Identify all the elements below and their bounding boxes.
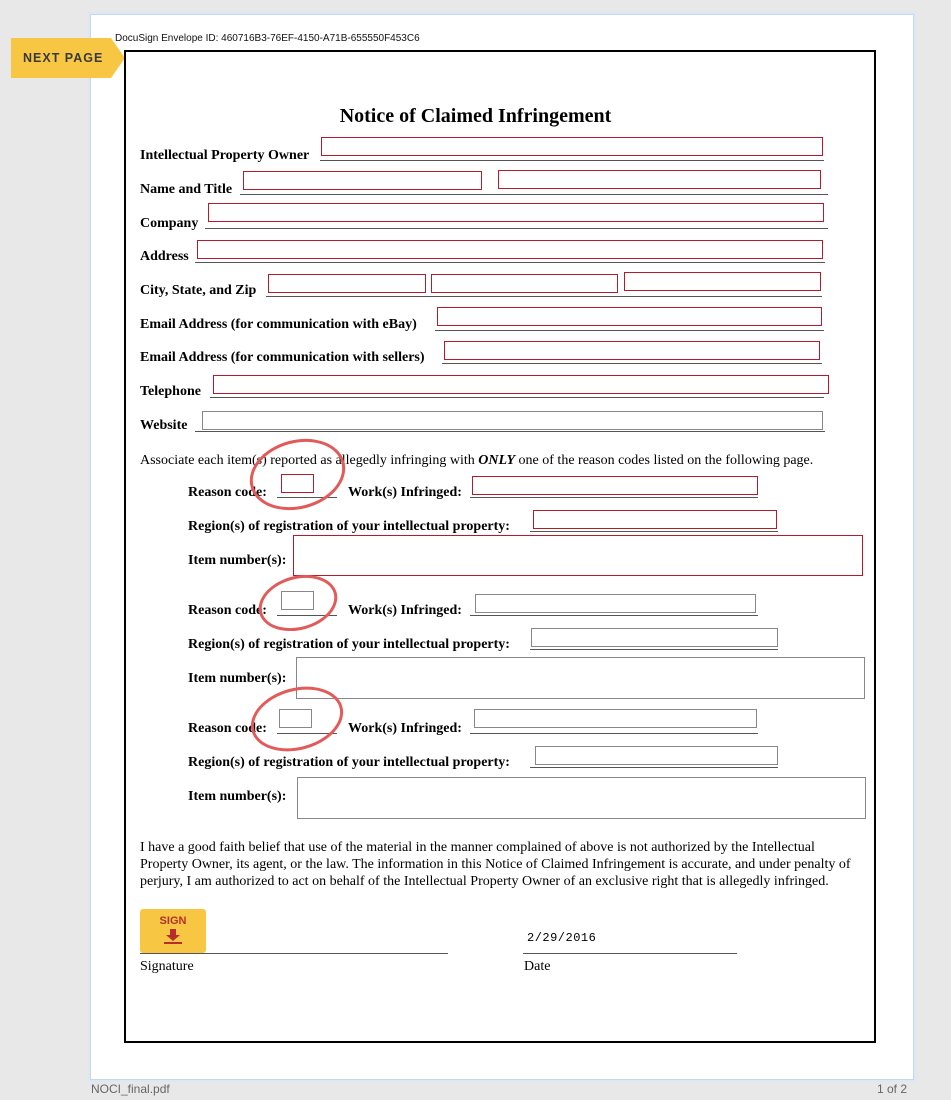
telephone-field[interactable] <box>213 375 829 394</box>
name-field[interactable] <box>243 171 482 190</box>
address-field[interactable] <box>197 240 823 259</box>
underline <box>470 615 758 616</box>
label-reason-code: Reason code: <box>188 485 267 500</box>
zip-field[interactable] <box>624 272 821 291</box>
sign-button[interactable] <box>140 909 206 953</box>
label-item-number: Item number(s): <box>188 789 287 804</box>
underline <box>320 160 824 161</box>
city-field[interactable] <box>268 274 426 293</box>
signature-line <box>140 953 448 954</box>
email-sellers-field[interactable] <box>444 341 820 360</box>
label-works: Work(s) Infringed: <box>348 603 462 618</box>
underline <box>470 497 758 498</box>
label-region: Region(s) of registration of your intellectual property: <box>188 637 510 652</box>
label-website: Website <box>140 418 188 433</box>
underline <box>195 431 825 432</box>
label-reason-code: Reason code: <box>188 603 267 618</box>
instruction-text: Associate each item(s) reported as allegedly infringing with ONLY one of the reason codes listed on the following page. <box>140 453 814 468</box>
label-telephone: Telephone <box>140 384 201 399</box>
label-region: Region(s) of registration of your intellectual property: <box>188 519 510 534</box>
date-label: Date <box>524 959 551 974</box>
signature-label: Signature <box>140 959 194 974</box>
label-owner: Intellectual Property Owner <box>140 148 310 163</box>
page-indicator: 1 of 2 <box>876 1082 907 1096</box>
underline <box>530 531 778 532</box>
envelope-id: DocuSign Envelope ID: 460716B3-76EF-4150-A71B-655550F453C6 <box>115 33 420 44</box>
next-page-button[interactable]: NEXT PAGE <box>11 38 111 78</box>
underline <box>435 330 824 331</box>
label-name-title: Name and Title <box>140 182 233 197</box>
works-field-3[interactable] <box>474 709 757 728</box>
underline <box>266 296 822 297</box>
label-item-number: Item number(s): <box>188 553 287 568</box>
underline <box>530 649 778 650</box>
item-number-field-2[interactable] <box>296 657 865 699</box>
label-works: Work(s) Infringed: <box>348 485 462 500</box>
label-email-sellers: Email Address (for communication with sellers) <box>140 350 425 365</box>
form-title: Notice of Claimed Infringement <box>339 105 612 127</box>
label-company: Company <box>140 216 199 231</box>
company-field[interactable] <box>208 203 824 222</box>
email-ebay-field[interactable] <box>437 307 822 326</box>
region-field-1[interactable] <box>533 510 777 529</box>
underline <box>240 194 828 195</box>
underline <box>442 363 822 364</box>
good-faith-statement: I have a good faith belief that use of the material in the manner complained of above is not authorized by the Intellectual Property Owner, its agent, or the law. The information in this Notice of Claimed Infringement is accurate, and under penalty of perjury, I am authorized to act on behalf of the Intellectual Property Owner of an exclusive right that is allegedly infringed. <box>140 840 851 889</box>
file-name: NOCI_final.pdf <box>91 1082 170 1096</box>
sign-label: SIGN <box>159 915 187 927</box>
item-number-field-3[interactable] <box>297 777 866 819</box>
region-field-2[interactable] <box>531 628 778 647</box>
item-number-field-1[interactable] <box>293 535 863 576</box>
underline <box>210 397 824 398</box>
date-line <box>523 953 737 954</box>
label-item-number: Item number(s): <box>188 671 287 686</box>
underline <box>205 228 828 229</box>
website-field[interactable] <box>202 411 823 430</box>
owner-field[interactable] <box>321 137 823 156</box>
label-email-ebay: Email Address (for communication with eBay) <box>140 317 417 332</box>
download-arrow-icon <box>162 929 184 945</box>
region-field-3[interactable] <box>535 746 778 765</box>
label-works: Work(s) Infringed: <box>348 721 462 736</box>
works-field-2[interactable] <box>475 594 756 613</box>
title-field[interactable] <box>498 170 821 189</box>
label-reason-code: Reason code: <box>188 721 267 736</box>
underline <box>470 733 758 734</box>
label-address: Address <box>140 249 189 264</box>
label-region: Region(s) of registration of your intellectual property: <box>188 755 510 770</box>
label-city-state-zip: City, State, and Zip <box>140 283 257 298</box>
underline <box>530 767 778 768</box>
works-field-1[interactable] <box>472 476 758 495</box>
underline <box>195 262 825 263</box>
date-value: 2/29/2016 <box>527 931 597 945</box>
state-field[interactable] <box>431 274 618 293</box>
